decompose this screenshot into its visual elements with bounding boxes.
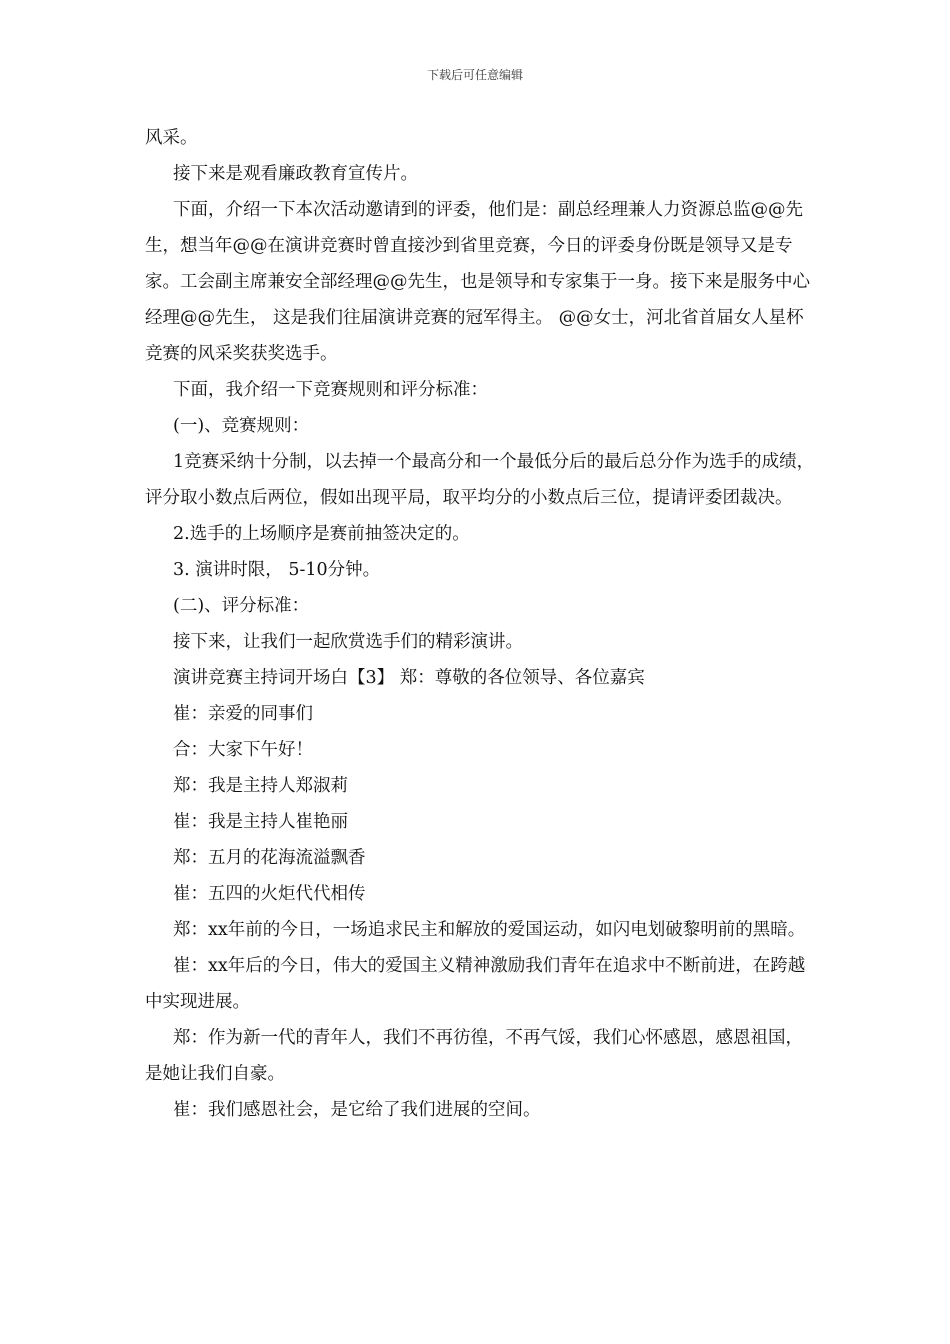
paragraph: 下面，介绍一下本次活动邀请到的评委，他们是：副总经理兼人力资源总监@@先生，想当年@@在演讲竞赛时曾直接沙到省里竞赛，今日的评委身份既是领导又是专家。工会副主席兼安全部经理@@先生，也是领导和专家集于一身。接下来是服务中心经理@@先生， 这是我们往届演讲竞赛的冠军得主。 @@女士，河北省首届女人星杯竞赛的风采奖获奖选手。 bbox=[145, 200, 810, 364]
paragraph: 崔：我们感恩社会，是它给了我们进展的空间。 bbox=[173, 1100, 541, 1120]
paragraph: 风采。 bbox=[145, 128, 198, 148]
paragraph: (一)、竞赛规则： bbox=[173, 416, 310, 436]
paragraph: 崔：亲爱的同事们 bbox=[173, 704, 313, 724]
paragraph: 郑：作为新一代的青年人，我们不再彷徨，不再气馁，我们心怀感恩，感恩祖国，是她让我们自豪。 bbox=[145, 1028, 803, 1084]
paragraph: 崔：五四的火炬代代相传 bbox=[173, 884, 366, 904]
page-header: 下载后可任意编辑 bbox=[426, 68, 523, 82]
paragraph: 郑：我是主持人郑淑莉 bbox=[173, 776, 348, 796]
paragraph: 接下来，让我们一起欣赏选手们的精彩演讲。 bbox=[173, 632, 523, 652]
paragraph: 3. 演讲时限， 5-10分钟。 bbox=[173, 560, 381, 580]
paragraph: 下面，我介绍一下竞赛规则和评分标准： bbox=[173, 380, 488, 400]
paragraph: 崔：我是主持人崔艳丽 bbox=[173, 812, 348, 832]
paragraph: 郑：xx年前的今日，一场追求民主和解放的爱国运动，如闪电划破黎明前的黑暗。 bbox=[173, 920, 806, 940]
paragraph: 接下来是观看廉政教育宣传片。 bbox=[173, 164, 418, 184]
paragraph: 合：大家下午好！ bbox=[173, 740, 313, 760]
paragraph: (二)、评分标准： bbox=[173, 596, 310, 616]
paragraph: 崔：xx年后的今日，伟大的爱国主义精神激励我们青年在追求中不断前进，在跨越中实现进展。 bbox=[145, 956, 806, 1012]
paragraph: 1竞赛采纳十分制，以去掉一个最高分和一个最低分后的最后总分作为选手的成绩，评分取小数点后两位，假如出现平局，取平均分的小数点后三位，提请评委团裁决。 bbox=[145, 452, 815, 508]
document-body bbox=[145, 120, 815, 1128]
paragraph: 郑：五月的花海流溢飘香 bbox=[173, 848, 366, 868]
paragraph: 演讲竞赛主持词开场白【3】 郑：尊敬的各位领导、各位嘉宾 bbox=[173, 668, 645, 688]
paragraph: 2.选手的上场顺序是赛前抽签决定的。 bbox=[173, 524, 470, 544]
